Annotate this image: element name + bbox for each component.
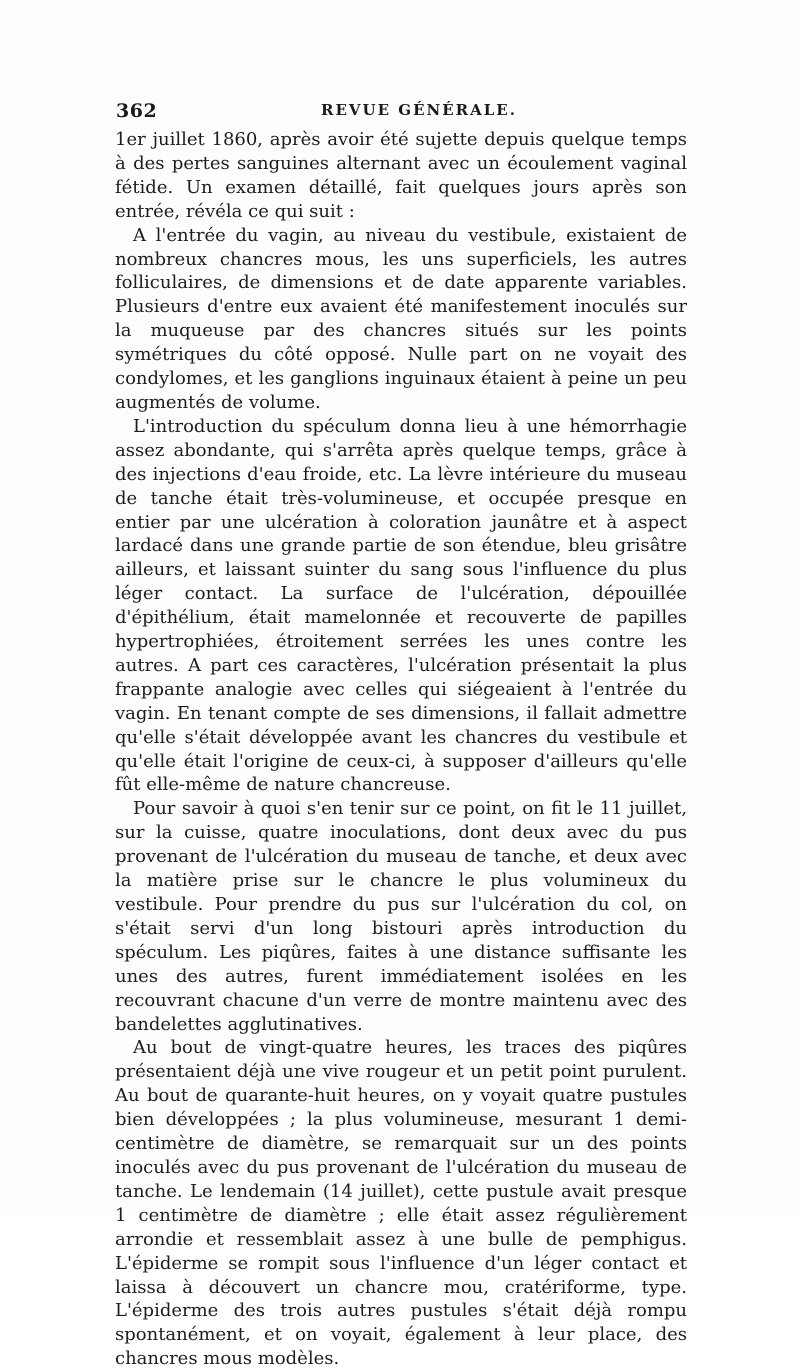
running-title: REVUE GÉNÉRALE. xyxy=(321,101,517,119)
paragraph: 1er juillet 1860, après avoir été sujette depuis quelque temps à des pertes sanguines alternant avec un écoulement vaginal fétide. Un examen détaillé, fait quelques jours après son entrée, révéla ce qui suit : xyxy=(115,129,687,222)
paragraph: Pour savoir à quoi s'en tenir sur ce point, on fit le 11 juillet, sur la cuisse, quatre inoculations, dont deux avec du pus provenant de l'ulcération du museau de tanche, et deux avec la matière prise sur le chancre le plus volumineux du vestibule. Pour prendre du pus sur l'ulcération du col, on s'était servi d'un long bistouri après introduction du spéculum. Les piqûres, faites à une distance suffisante les unes des autres, furent immédiatement isolées en les recouvrant chacune d'un verre de montre maintenu avec des bandelettes agglutinatives. xyxy=(115,798,687,1035)
body-text xyxy=(115,128,687,1371)
paragraph: Au bout de vingt-quatre heures, les traces des piqûres présentaient déjà une vive rougeur et un petit point purulent. Au bout de quarante-huit heures, on y voyait quatre pustules bien développées ; la plus volumineuse, mesurant 1 demi-centimètre de diamètre, se remarquait sur un des points inoculés avec du pus provenant de l'ulcération du museau de tanche. Le lendemain (14 juillet), cette pustule avait presque 1 centimètre de diamètre ; elle était assez régulièrement arrondie et ressemblait assez à une bulle de pemphigus. L'épiderme se rompit sous l'influence d'un léger contact et laissa à découvert un chancre mou, cratériforme, type. L'épiderme des trois autres pustules s'était déjà rompu spontanément, et on voyait, également à leur place, des chancres mous modèles. xyxy=(115,1037,687,1370)
paragraph: L'introduction du spéculum donna lieu à une hémorrhagie assez abondante, qui s'arrêta après quelque temps, grâce à des injections d'eau froide, etc. La lèvre intérieure du museau de tanche était très-volumineuse, et occupée presque en entier par une ulcération à coloration jaunâtre et à aspect lardacé dans une grande partie de son étendue, bleu grisâtre ailleurs, et laissant suinter du sang sous l'influence du plus léger contact. La surface de l'ulcération, dépouillée d'épithélium, était mamelonnée et recouverte de papilles hypertrophiées, étroitement serrées les unes contre les autres. A part ces caractères, l'ulcération présentait la plus frappante analogie avec celles qui siégeaient à l'entrée du vagin. En tenant compte de ses dimensions, il fallait admettre qu'elle s'était développée avant les chancres du vestibule et qu'elle était l'origine de ceux-ci, à supposer d'ailleurs qu'elle fût elle-même de nature chancreuse. xyxy=(115,415,687,796)
paragraph: A l'entrée du vagin, au niveau du vestibule, existaient de nombreux chancres mous, les uns superficiels, les autres folliculaires, de dimensions et de date apparente variables. Plusieurs d'entre eux avaient été manifestement inoculés sur la muqueuse par des chancres situés sur les points symétriques du côté opposé. Nulle part on ne voyait des condylomes, et les ganglions inguinaux étaient à peine un peu augmentés de volume. xyxy=(115,224,687,413)
page-header xyxy=(116,100,686,126)
page-number: 362 xyxy=(116,100,158,122)
